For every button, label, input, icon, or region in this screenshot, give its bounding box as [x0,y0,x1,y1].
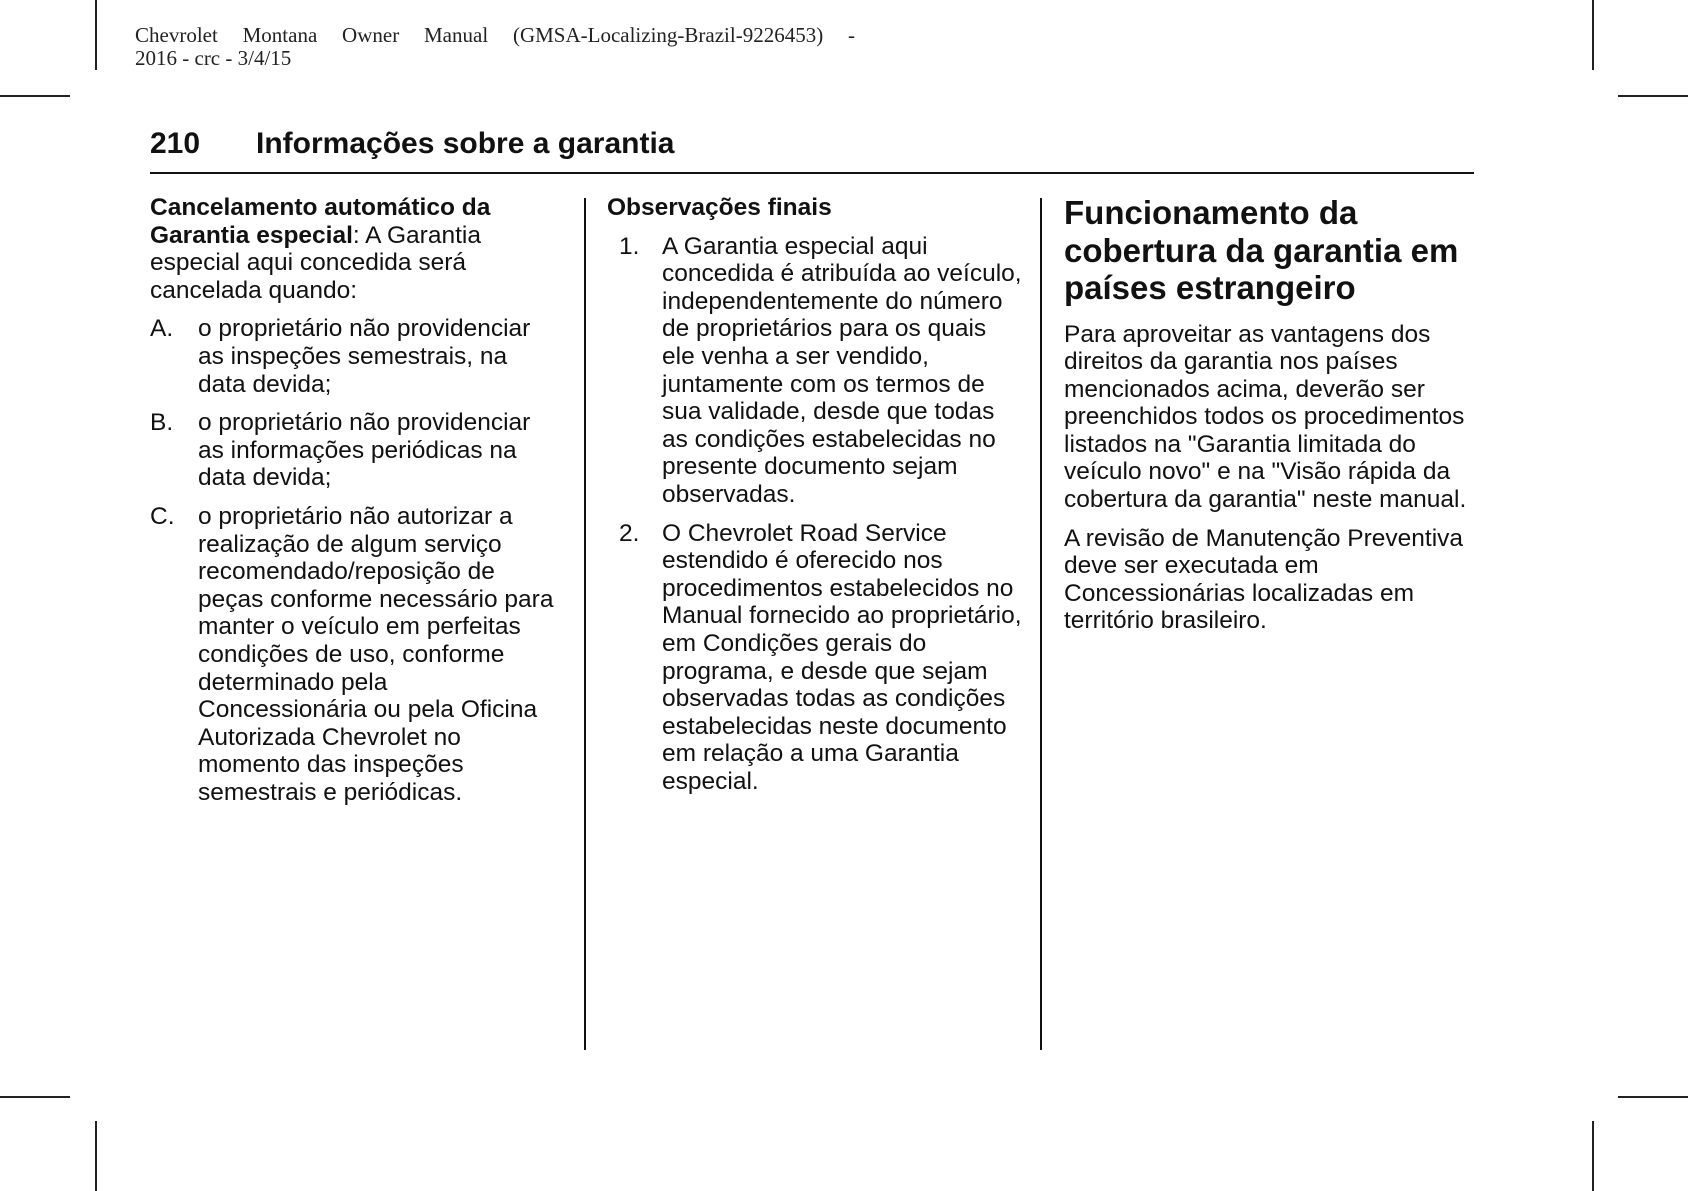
crop-mark-bottom-right-vertical [1592,1121,1594,1191]
crop-mark-top-right-horizontal [1618,95,1688,97]
list-marker: A. [150,315,174,343]
list-item [150,315,560,398]
section-paragraph-2: A revisão de Manutenção Preventiva deve ser executada em Concessionárias localizadas em território brasileiro. [1064,524,1464,635]
cancellation-intro [150,194,560,304]
list-item-text: O Chevrolet Road Service estendido é oferecido nos procedimentos estabelecidos no Manual fornecido ao proprietário, em Condições gerais do programa, e desde que sejam observadas todas as condições estabelecidas neste documento em relação a uma Garantia especial. [662,519,1022,795]
cancellation-heading: Cancelamento automático da Garantia especial [150,194,491,249]
cancellation-conditions-list [150,315,560,806]
cancellation-intro-text: : A Garantia especial aqui concedida será cancelada quando: [150,221,481,304]
page-number: 210 [150,127,201,160]
list-marker: 1. [619,232,640,260]
final-notes-heading: Observações finais [607,194,832,221]
crop-mark-top-right-vertical [1592,0,1594,70]
column-2 [607,194,1022,806]
list-marker: 2. [619,519,640,547]
list-item-text: o proprietário não autorizar a realização de algum serviço recomendado/reposição de peças conforme necessário para manter o veículo em perfeitas condições de uso, conforme determinado pela Concessionária ou pela Oficina Autorizada Chevrolet no momento das inspeções semestrais e periódicas. [198,502,554,806]
running-head-line-1: Chevrolet Montana Owner Manual (GMSA-Localizing-Brazil-9226453) - [135,23,855,47]
crop-mark-bottom-left-vertical [95,1121,97,1191]
list-item-text: o proprietário não providenciar as inspeções semestrais, na data devida; [198,315,531,398]
list-item [150,409,560,492]
list-item [150,503,560,807]
column-1 [150,194,560,817]
list-marker: B. [150,409,174,437]
crop-mark-bottom-left-horizontal [0,1096,70,1098]
section-title: Funcionamento da cobertura da garantia em países estrangeiro [1064,194,1459,306]
final-notes-list [607,233,1022,796]
crop-mark-bottom-right-horizontal [1618,1096,1688,1098]
page-title: Informações sobre a garantia [256,127,675,160]
list-item [607,520,1022,796]
column-3 [1064,194,1482,646]
section-paragraph-1: Para aproveitar as vantagens dos direitos da garantia nos países mencionados acima, deverão ser preenchidos todos os procedimentos listados na "Garantia limitada do veículo novo" e na "Visão rápida da cobertura da garantia" neste manual. [1064,320,1467,514]
list-item-text: A Garantia especial aqui concedida é atribuída ao veículo, independentemente do número de proprietários para os quais ele venha a ser vendido, juntamente com os termos de sua validade, desde que todas as condições estabelecidas no presente documento sejam observadas. [662,232,1022,508]
running-head [135,24,855,70]
running-head-line-2: 2016 - crc - 3/4/15 [135,46,292,70]
column-divider [1040,198,1042,1050]
list-item [607,233,1022,509]
page-heading [150,124,1474,174]
crop-mark-top-left-horizontal [0,95,70,97]
list-item-text: o proprietário não providenciar as informações periódicas na data devida; [198,409,531,492]
column-divider [584,198,586,1050]
list-marker: C. [150,502,175,530]
crop-mark-top-left-vertical [95,0,97,70]
